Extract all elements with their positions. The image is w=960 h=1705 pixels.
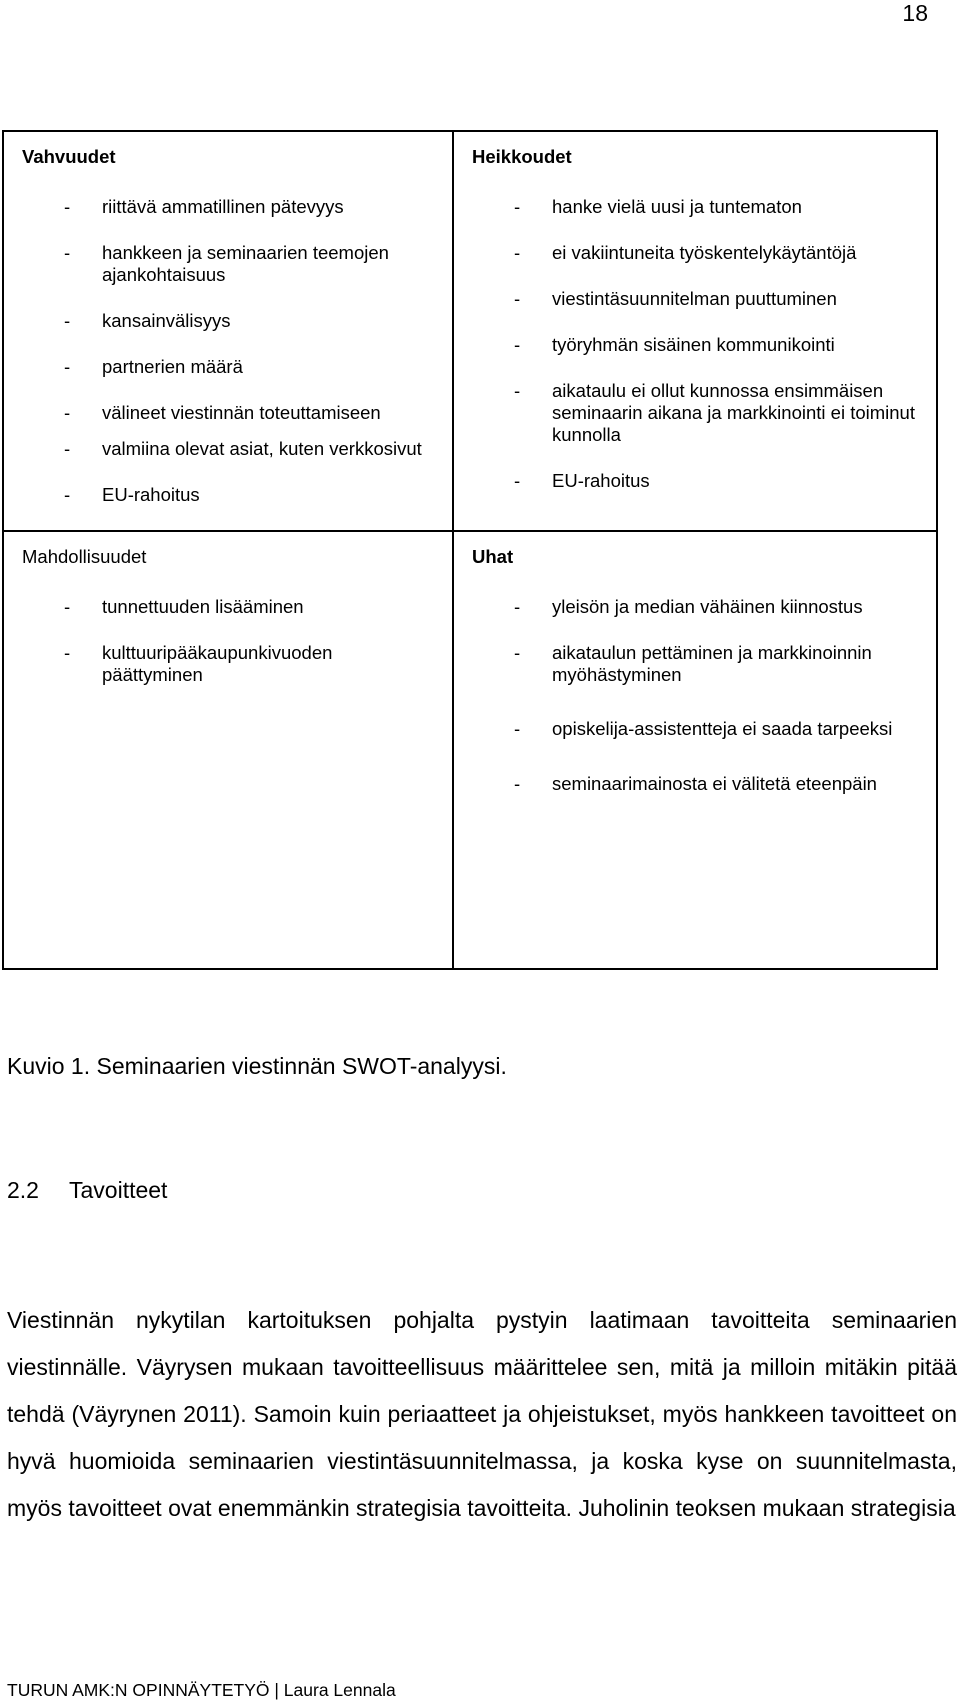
section-title: Tavoitteet <box>69 1177 168 1203</box>
list-item: - valmiina olevat asiat, kuten verkkosivut <box>64 438 422 459</box>
opportunities-heading: Mahdollisuudet <box>22 546 147 567</box>
list-item: - työryhmän sisäinen kommunikointi <box>514 334 835 355</box>
section-number: 2.2 <box>7 1177 39 1203</box>
swot-cell-opportunities <box>3 531 453 969</box>
list-item: - ei vakiintuneita työskentelykäytäntöjä <box>514 242 857 263</box>
list-item: - viestintäsuunnitelman puuttuminen <box>514 288 837 309</box>
list-item: - seminaarimainosta ei välitetä eteenpäin <box>514 773 877 794</box>
list-item: - aikataulu ei ollut kunnossa ensimmäisen seminaarin aikana ja markkinointi ei toiminut kunnolla <box>514 380 915 445</box>
list-item: - yleisön ja median vähäinen kiinnostus <box>514 596 863 617</box>
list-item: - kansainvälisyys <box>64 310 231 331</box>
list-item: - EU-rahoitus <box>64 484 200 505</box>
list-item: - kulttuuripääkaupunkivuoden päättyminen <box>64 642 333 685</box>
list-item: - partnerien määrä <box>64 356 243 377</box>
list-item: - opiskelija-assistentteja ei saada tarpeeksi <box>514 718 893 739</box>
list-item: - EU-rahoitus <box>514 470 650 491</box>
threats-heading: Uhat <box>472 546 514 567</box>
figure-caption: Kuvio 1. Seminaarien viestinnän SWOT-analyysi. <box>7 1053 507 1079</box>
list-item: - välineet viestinnän toteuttamiseen <box>64 402 381 423</box>
list-item: - aikataulun pettäminen ja markkinoinnin myöhästyminen <box>514 642 872 685</box>
swot-cell-threats <box>453 531 937 969</box>
page-footer: TURUN AMK:N OPINNÄYTETYÖ | Laura Lennala <box>7 1680 396 1700</box>
list-item: - tunnettuuden lisääminen <box>64 596 304 617</box>
section-heading <box>7 1177 167 1204</box>
swot-table <box>2 130 938 970</box>
list-item: - hankkeen ja seminaarien teemojen ajankohtaisuus <box>64 242 389 285</box>
swot-cell-weaknesses <box>453 131 937 531</box>
weaknesses-heading: Heikkoudet <box>472 146 572 167</box>
swot-cell-strengths <box>3 131 453 531</box>
body-paragraph: Viestinnän nykytilan kartoituksen pohjalta pystyin laatimaan tavoitteita seminaarien viestinnälle. Väyrysen mukaan tavoitteellisuus määrittelee sen, mitä ja milloin mitäkin pitää tehdä (Väyrynen 2011). Samoin kuin periaatteet ja ohjeistukset, myös hankkeen tavoitteet on hyvä huomioida seminaarien viestintäsuunnitelmassa, ja koska kyse on suunnitelmasta, myös tavoitteet ovat enemmänkin strategisia tavoitteita. Juholinin teoksen mukaan strategisia <box>7 1307 957 1521</box>
list-item: - riittävä ammatillinen pätevyys <box>64 196 344 217</box>
page-number: 18 <box>902 0 928 26</box>
list-item: - hanke vielä uusi ja tuntematon <box>514 196 802 217</box>
strengths-heading: Vahvuudet <box>22 146 116 167</box>
